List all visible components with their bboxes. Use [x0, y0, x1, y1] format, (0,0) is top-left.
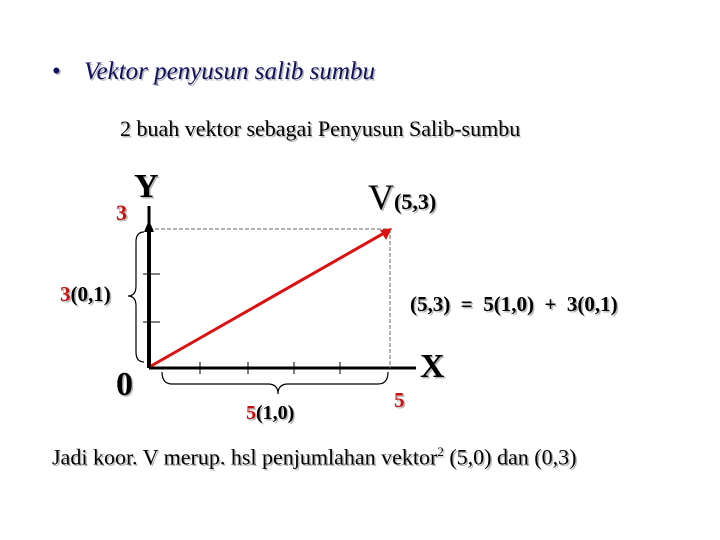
vector-coords: (5,3) [394, 189, 437, 214]
x-value-label: 5 [394, 388, 405, 412]
y-component-brace [128, 232, 144, 362]
conclusion-text [52, 444, 576, 470]
y-axis-label: Y [134, 168, 159, 205]
y-component-coef: 3 [60, 282, 71, 306]
origin-label: 0 [116, 366, 133, 403]
y-value-label: 3 [116, 200, 127, 225]
conclusion-superscript: 2 [437, 444, 444, 459]
vector-name: V [368, 177, 394, 217]
x-component-unit: (1,0) [256, 402, 295, 424]
title-bullet: • [52, 58, 61, 85]
x-axis-label: X [420, 348, 445, 385]
conclusion-main: Jadi koor. V merup. hsl penjumlahan vektor [52, 444, 438, 470]
y-component-label [60, 282, 111, 307]
x-component-coef: 5 [246, 402, 256, 424]
y-axis-arrowhead [144, 220, 154, 232]
vector-label [368, 176, 436, 218]
y-component-unit: (0,1) [70, 282, 111, 306]
slide-title: Vektor penyusun salib sumbu [84, 58, 375, 85]
vector-v-arrow [151, 232, 386, 366]
x-component-brace [162, 372, 388, 394]
conclusion-tail: (5,0) dan (0,3) [443, 444, 577, 470]
x-component-label [246, 402, 294, 425]
vector-equation: (5,3) = 5(1,0) + 3(0,1) [410, 292, 618, 316]
slide-subtitle: 2 buah vektor sebagai Penyusun Salib-sumbu [120, 116, 521, 141]
